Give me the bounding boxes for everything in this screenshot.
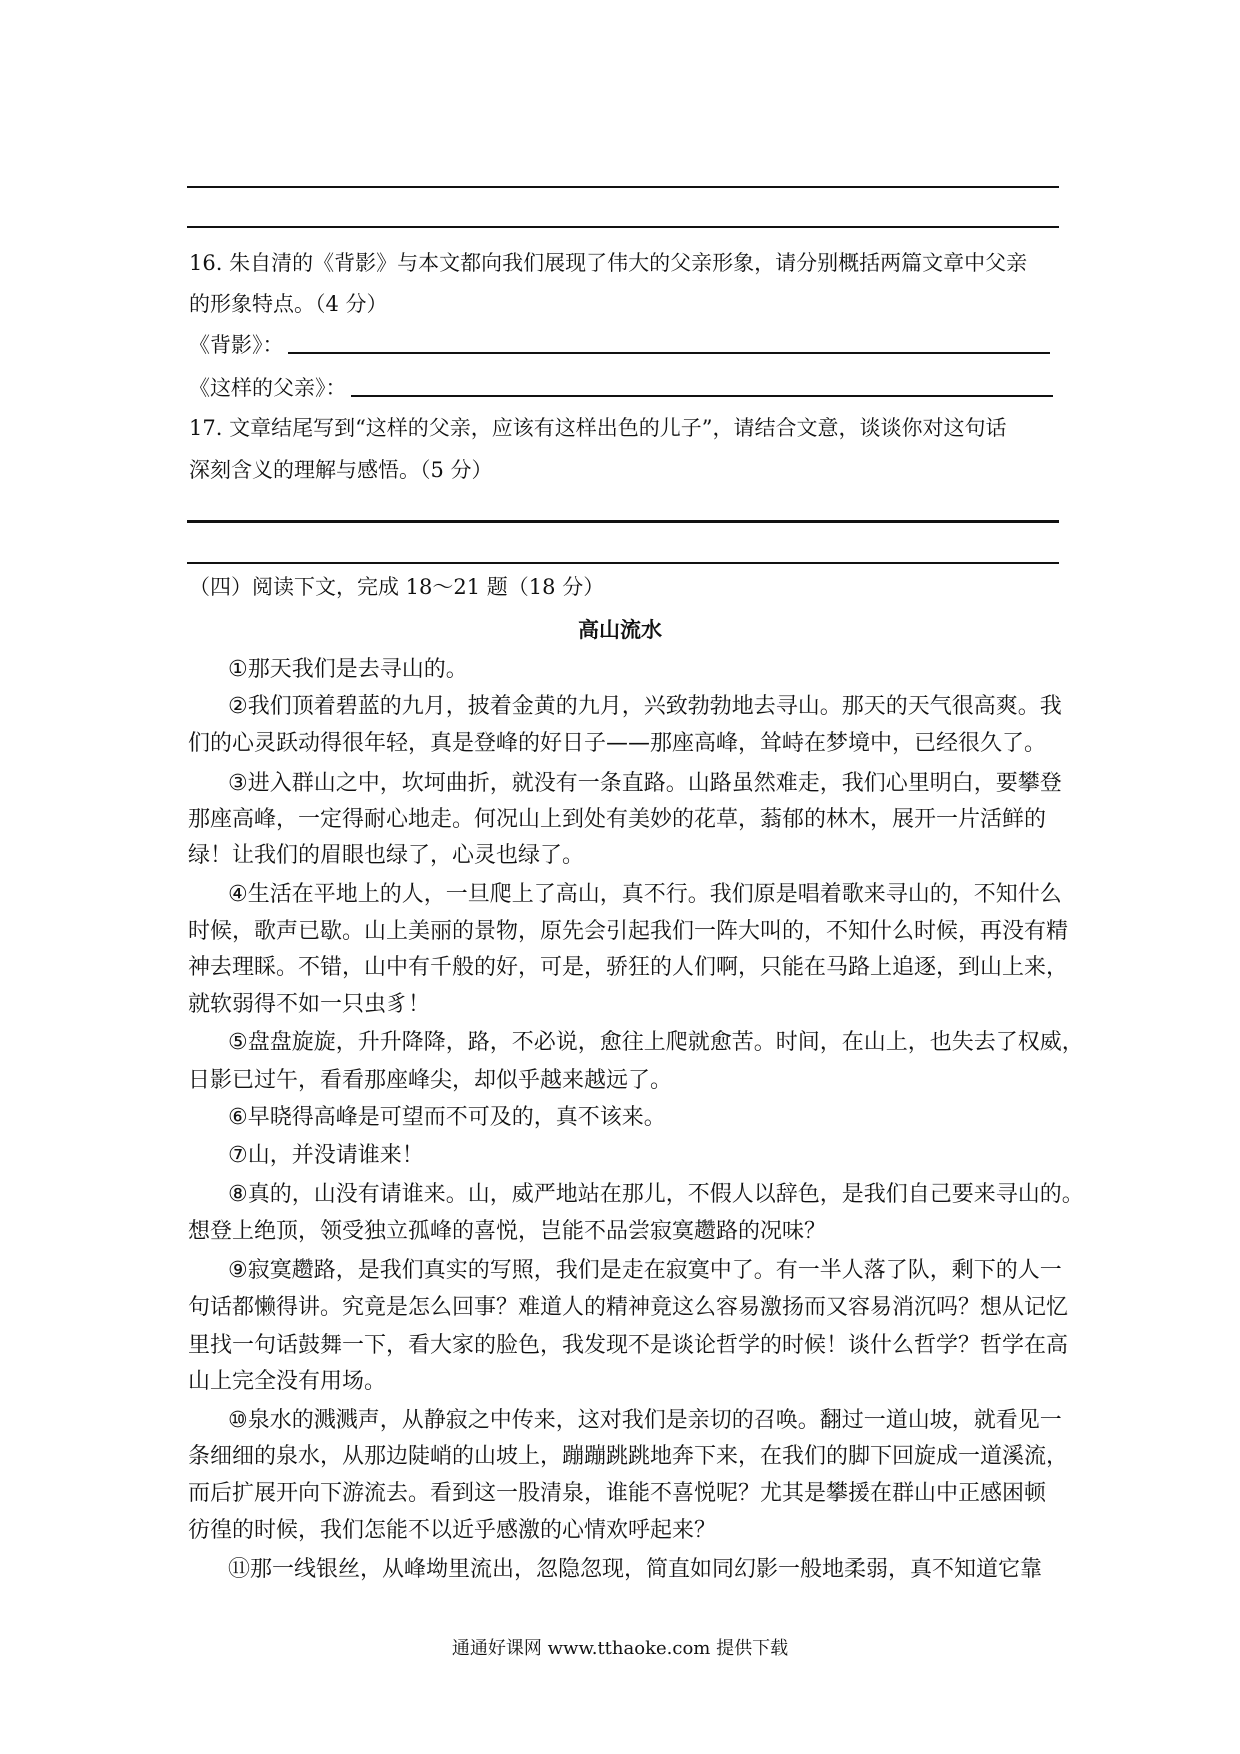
answer-row-father <box>189 373 1053 403</box>
answer-label: 《背影》： <box>189 333 284 357</box>
article-line: 日影已过午，看看那座峰尖，却似乎越来越远了。 <box>188 1068 673 1093</box>
article-line: ①那天我们是去寻山的。 <box>228 657 468 682</box>
article-line: 那座高峰，一定得耐心地走。何况山上到处有美妙的花草，蓊郁的林木，展开一片活鲜的 <box>188 807 1047 832</box>
article-line: ⑧真的，山没有请谁来。山，威严地站在那儿，不假人以辞色，是我们自己要来寻山的。 <box>228 1182 1084 1207</box>
article-line: ⑥早晓得高峰是可望而不可及的，真不该来。 <box>228 1105 666 1130</box>
question-17-text: 17. 文章结尾写到“这样的父亲，应该有这样出色的儿子”，请结合文意，谈谈你对这句话 <box>189 416 1007 440</box>
answer-line <box>187 520 1059 523</box>
answer-blank[interactable] <box>351 395 1053 397</box>
article-line: ②我们顶着碧蓝的九月，披着金黄的九月，兴致勃勃地去寻山。那天的天气很高爽。我 <box>228 694 1062 719</box>
article-line: 条细细的泉水，从那边陡峭的山坡上，蹦蹦跳跳地奔下来，在我们的脚下回旋成一道溪流， <box>188 1444 1069 1469</box>
article-line: 而后扩展开向下游流去。看到这一股清泉，谁能不喜悦呢？尤其是攀援在群山中正感困顿 <box>188 1481 1047 1506</box>
footer-text: 通通好课网 www.tthaoke.com 提供下载 <box>451 1638 789 1659</box>
answer-blank[interactable] <box>288 352 1050 354</box>
article-line: 就软弱得不如一只虫豸！ <box>188 992 431 1017</box>
article-line: ⑩泉水的溅溅声，从静寂之中传来，这对我们是亲切的召唤。翻过一道山坡，就看见一 <box>228 1408 1062 1433</box>
article-line: 句话都懒得讲。究竟是怎么回事？难道人的精神竟这么容易激扬而又容易消沉吗？想从记忆 <box>188 1295 1069 1320</box>
article-line: ④生活在平地上的人，一旦爬上了高山，真不行。我们原是唱着歌来寻山的，不知什么 <box>228 882 1062 907</box>
answer-line <box>187 226 1059 228</box>
article-line: ⑪那一线银丝，从峰坳里流出，忽隐忽现，简直如同幻影一般地柔弱，真不知道它靠 <box>228 1557 1043 1582</box>
article-line: 想登上绝顶，领受独立孤峰的喜悦，岂能不品尝寂寞趱路的况味？ <box>188 1219 827 1244</box>
article-line: ③进入群山之中，坎坷曲折，就没有一条直路。山路虽然难走，我们心里明白，要攀登 <box>228 771 1062 796</box>
article-line: 绿！让我们的眉眼也绿了，心灵也绿了。 <box>188 843 585 868</box>
answer-line <box>187 186 1059 188</box>
question-17-text: 深刻含义的理解与感悟。（5 分） <box>189 458 493 482</box>
section-heading: （四）阅读下文，完成 18～21 题（18 分） <box>189 575 605 599</box>
article-line: 神去理睬。不错，山中有千般的好，可是，骄狂的人们啊，只能在马路上追逐，到山上来， <box>188 955 1069 980</box>
article-line: 彷徨的时候，我们怎能不以近乎感激的心情欢呼起来？ <box>188 1518 717 1543</box>
article-line: ⑨寂寞趱路，是我们真实的写照，我们是走在寂寞中了。有一半人落了队，剩下的人一 <box>228 1258 1062 1283</box>
article-line: 时候，歌声已歇。山上美丽的景物，原先会引起我们一阵大叫的，不知什么时候，再没有精 <box>188 919 1069 944</box>
question-16-text: 的形象特点。（4 分） <box>189 292 388 316</box>
answer-row-beiying <box>189 330 1050 360</box>
article-line: 山上完全没有用场。 <box>188 1369 387 1394</box>
answer-line <box>187 562 1059 564</box>
article-title: 高山流水 <box>578 618 662 642</box>
article-line: 里找一句话鼓舞一下，看大家的脸色，我发现不是谈论哲学的时候！谈什么哲学？哲学在高 <box>188 1333 1069 1358</box>
answer-label: 《这样的父亲》： <box>189 376 347 400</box>
article-line: 们的心灵跃动得很年轻，真是登峰的好日子——那座高峰，耸峙在梦境中，已经很久了。 <box>188 731 1047 756</box>
question-16-text: 16. 朱自清的《背影》与本文都向我们展现了伟大的父亲形象，请分别概括两篇文章中父亲 <box>189 251 1028 275</box>
article-line: ⑤盘盘旋旋，升升降降，路，不必说，愈往上爬就愈苦。时间，在山上，也失去了权威， <box>228 1030 1084 1055</box>
article-line: ⑦山，并没请谁来！ <box>228 1143 424 1168</box>
